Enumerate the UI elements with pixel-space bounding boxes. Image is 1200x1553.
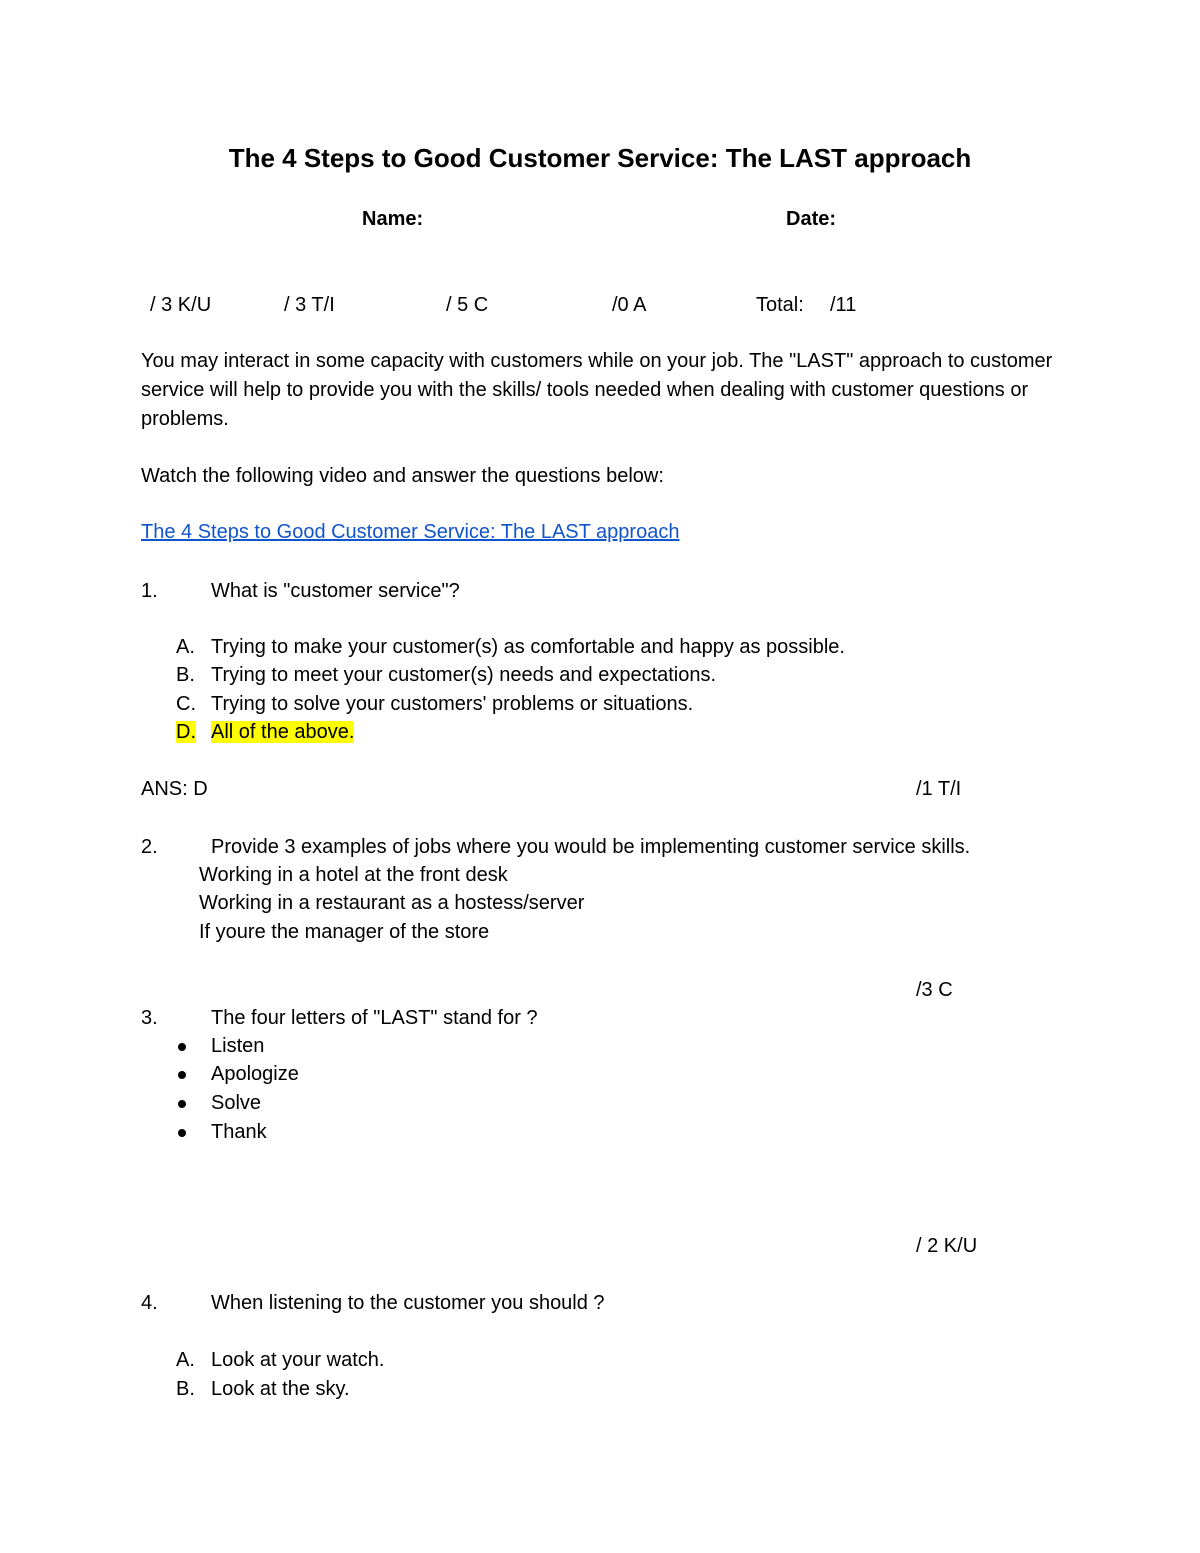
intro-paragraph: You may interact in some capacity with customers while on your job. The "LAST" approach to customer service will help to provide you with the skills/ tools needed when dealing with customer questions or problems. (141, 350, 1053, 430)
score-c: / 5 C (446, 294, 489, 316)
q4-option-letter: B. (176, 1378, 195, 1400)
bullet-icon (178, 1071, 186, 1079)
q1-option-letter-highlighted (176, 720, 196, 744)
q3-list-item: Listen (211, 1035, 265, 1057)
q1-option-text-highlighted (211, 720, 354, 744)
page-title: The 4 Steps to Good Customer Service: The LAST approach (228, 143, 972, 173)
total-value: /11 (830, 294, 857, 316)
q3-marks: / 2 K/U (916, 1235, 978, 1257)
q1-option-letter: A. (176, 636, 195, 658)
q1-option-text: Trying to meet your customer(s) needs and expectations. (211, 664, 717, 686)
bullet-icon (178, 1129, 186, 1137)
q3-text: The four letters of "LAST" stand for ? (211, 1007, 538, 1029)
q2-answer-line: If youre the manager of the store (199, 921, 490, 943)
instruction-text: Watch the following video and answer the questions below: (141, 465, 664, 487)
highlighted-letter: D. (176, 721, 196, 743)
score-ti: / 3 T/I (284, 294, 335, 316)
q4-option-text: Look at your watch. (211, 1349, 385, 1371)
q3-list-item: Apologize (211, 1063, 299, 1085)
video-link[interactable]: The 4 Steps to Good Customer Service: The LAST approach (141, 521, 680, 543)
q1-marks: /1 T/I (916, 778, 962, 800)
q4-option-letter: A. (176, 1349, 195, 1371)
q3-list-item: Thank (211, 1121, 267, 1143)
q1-option-letter: B. (176, 664, 195, 686)
score-a: /0 A (612, 294, 647, 316)
q1-answer: ANS: D (141, 778, 208, 800)
q1-option-text: Trying to solve your customers' problems or situations. (211, 693, 694, 715)
q2-answer-line: Working in a hotel at the front desk (199, 864, 508, 886)
q1-option-text: Trying to make your customer(s) as comfortable and happy as possible. (211, 636, 845, 658)
bullet-icon (178, 1100, 186, 1108)
q2-marks: /3 C (916, 979, 953, 1001)
q1-text: What is "customer service"? (211, 580, 460, 602)
highlighted-answer: All of the above. (211, 721, 355, 743)
q1-option-letter: C. (176, 693, 196, 715)
q1-number: 1. (141, 580, 158, 602)
q2-answer-line: Working in a restaurant as a hostess/server (199, 892, 585, 914)
q2-number: 2. (141, 836, 158, 858)
bullet-icon (178, 1043, 186, 1051)
q3-number: 3. (141, 1007, 158, 1029)
q4-option-text: Look at the sky. (211, 1378, 350, 1400)
score-ku: / 3 K/U (150, 294, 212, 316)
q4-text: When listening to the customer you should ? (211, 1292, 605, 1314)
total-label: Total: (756, 294, 804, 316)
name-label: Name: (362, 208, 424, 230)
q3-list-item: Solve (211, 1092, 262, 1114)
date-label: Date: (786, 208, 837, 230)
q4-number: 4. (141, 1292, 158, 1314)
q2-text: Provide 3 examples of jobs where you would be implementing customer service skills. (211, 836, 971, 858)
